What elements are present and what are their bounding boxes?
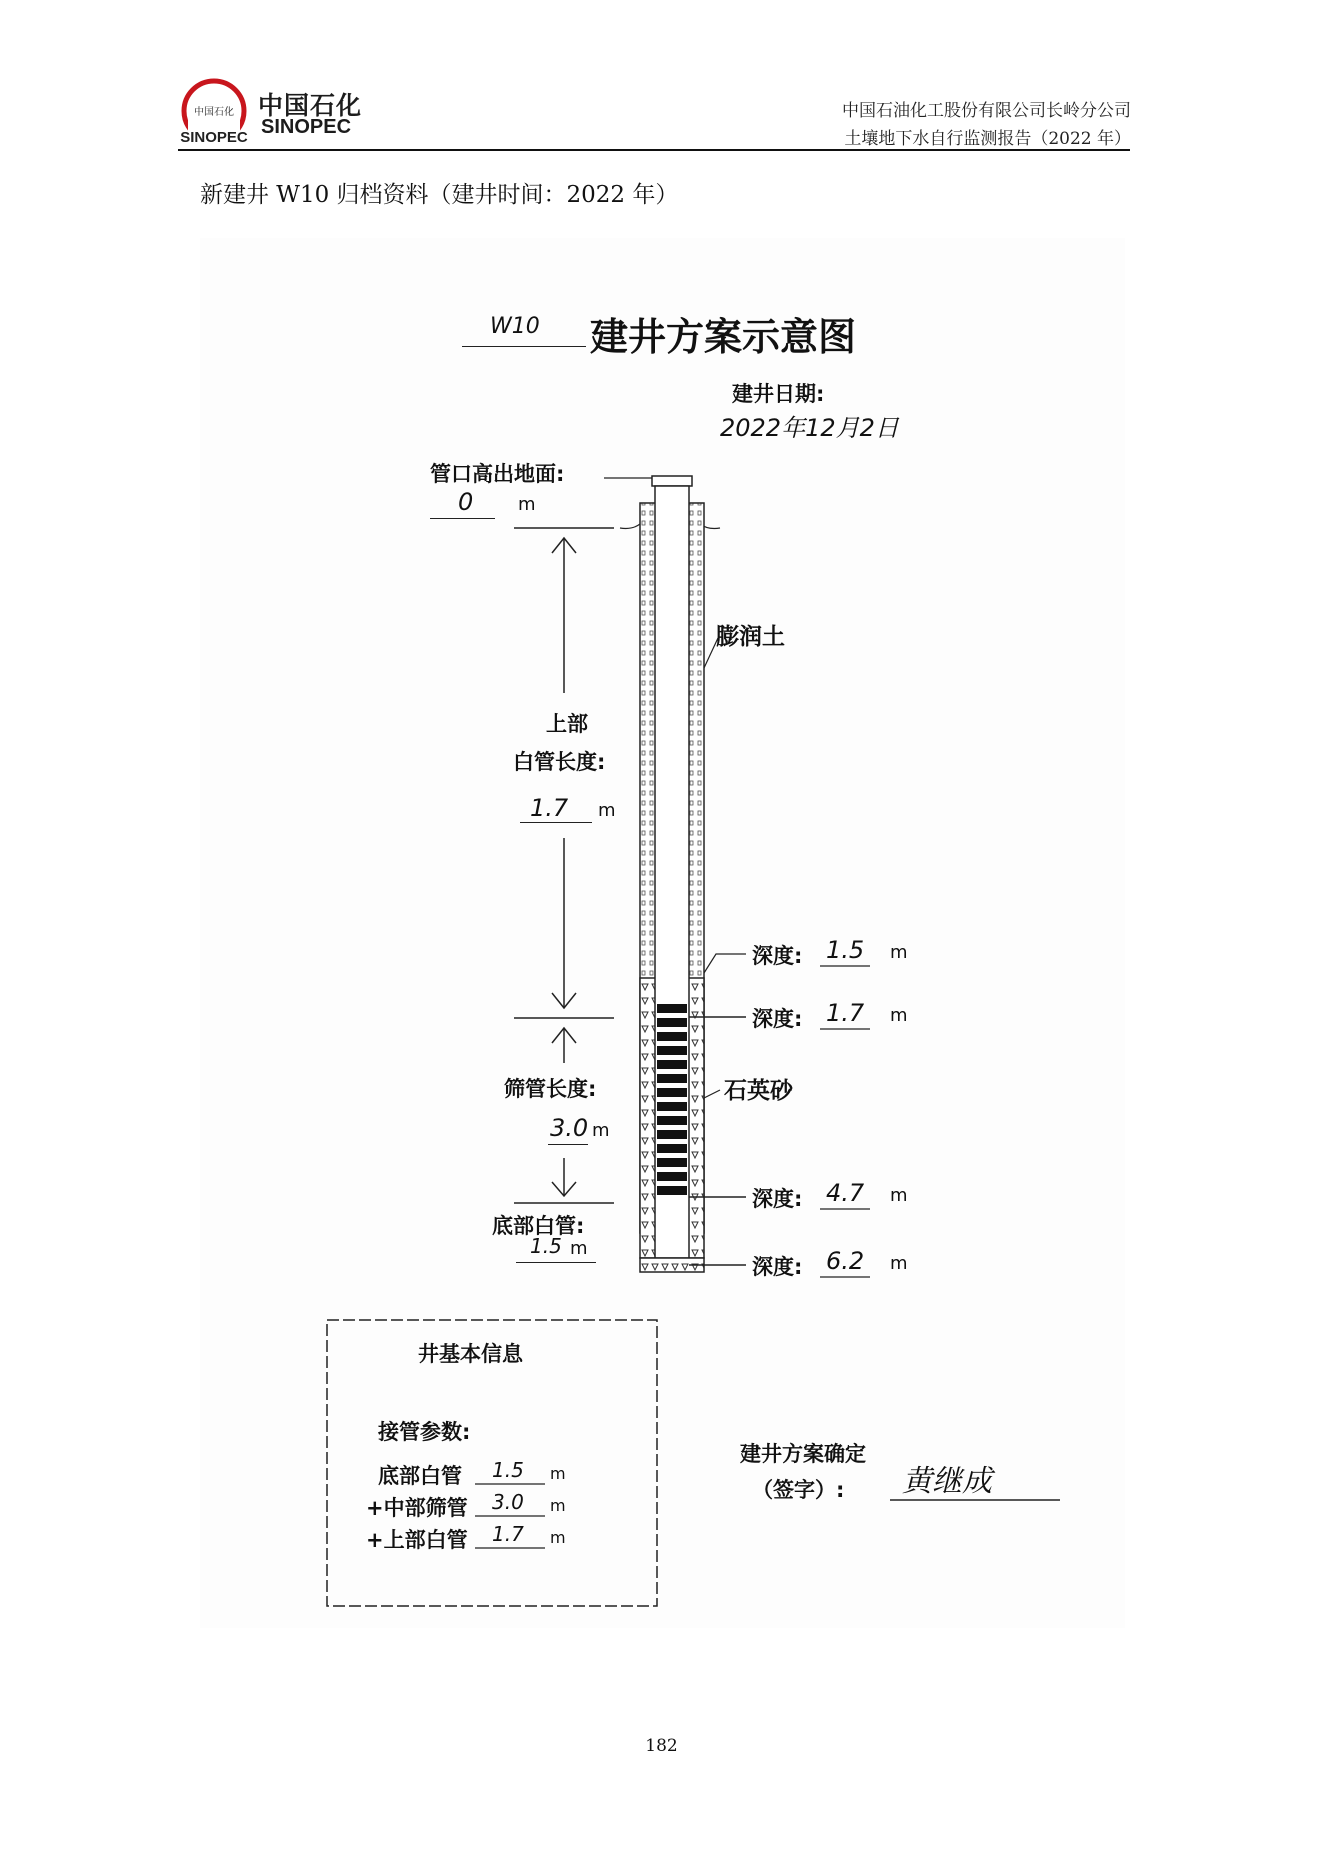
info-box-title: 井基本信息 (418, 1342, 523, 1366)
well-diagram (200, 238, 1125, 1628)
bentonite-label: 膨润土 (716, 624, 785, 650)
upper-pipe-label-1: 上部 (546, 712, 588, 736)
header-rule (178, 149, 1130, 151)
casing-height-value: 0 (458, 488, 474, 516)
quartz-sand-label: 石英砂 (724, 1078, 793, 1104)
svg-text:SINOPEC: SINOPEC (180, 129, 248, 146)
depth-2-unit: m (890, 1005, 908, 1026)
bottom-unit: m (570, 1238, 588, 1259)
upper-unit: m (598, 800, 616, 821)
info-row-2-unit: m (550, 1496, 566, 1515)
info-row-3-label: +上部白管 (366, 1528, 468, 1552)
upper-pipe-label-2: 白管长度: (513, 750, 606, 774)
info-row-1-value: 1.5 (492, 1458, 524, 1482)
screen-length-label: 筛管长度: (504, 1077, 597, 1101)
depth-1-unit: m (890, 942, 908, 963)
depth-2-value: 1.7 (826, 999, 865, 1027)
well-pipe (655, 486, 689, 1258)
depth-1-label: 深度: (752, 944, 803, 968)
screen-length-value: 3.0 (550, 1114, 589, 1142)
screen-unit: m (592, 1120, 610, 1141)
bottom-pipe-label: 底部白管: (492, 1214, 585, 1238)
info-row-1-label: 底部白管 (378, 1464, 462, 1488)
depth-4-unit: m (890, 1253, 908, 1274)
logo-english-text: SINOPEC (261, 116, 352, 138)
quartz-leader (704, 1090, 720, 1098)
company-name: 中国石油化工股份有限公司长岭分公司 (842, 101, 1131, 121)
depth-4-label: 深度: (752, 1255, 803, 1279)
date-label: 建井日期: (732, 382, 825, 406)
depth-3-unit: m (890, 1185, 908, 1206)
ground-tick-left (620, 524, 640, 529)
scanned-sheet (200, 238, 1125, 1628)
diagram-title: 建井方案示意图 (590, 315, 857, 359)
signature-name: 黄继成 (902, 1464, 992, 1499)
depth-3-label: 深度: (752, 1187, 803, 1211)
depth-2-label: 深度: (752, 1007, 803, 1031)
well-id-value: W10 (490, 314, 540, 339)
info-row-3-value: 1.7 (492, 1522, 524, 1546)
page-number: 182 (645, 1736, 678, 1756)
casing-unit: m (518, 494, 536, 515)
depth-1-value: 1.5 (826, 936, 865, 964)
sinopec-logo (178, 78, 250, 146)
casing-height-label: 管口高出地面: (430, 462, 565, 486)
info-row-3-unit: m (550, 1528, 566, 1547)
info-params-label: 接管参数: (378, 1420, 471, 1444)
date-value: 2022年12月2日 (720, 414, 899, 442)
info-row-2-label: +中部筛管 (366, 1496, 468, 1520)
signature-label-2: （签字）: (752, 1478, 845, 1502)
report-title: 土壤地下水自行监测报告（2022 年） (844, 129, 1131, 149)
info-row-2-value: 3.0 (492, 1490, 524, 1514)
depth-3-value: 4.7 (826, 1179, 865, 1207)
section-title: 新建井 W10 归档资料（建井时间：2022 年） (200, 182, 679, 208)
svg-text:中国石化: 中国石化 (194, 107, 234, 118)
upper-pipe-value: 1.7 (530, 794, 569, 822)
logo-chinese-text: 中国石化 (258, 91, 363, 120)
info-row-1-unit: m (550, 1464, 566, 1483)
depth-1-leader (704, 954, 746, 973)
bottom-pipe-value: 1.5 (530, 1234, 562, 1258)
depth-4-value: 6.2 (826, 1247, 865, 1275)
casing-cap (652, 476, 692, 486)
signature-label-1: 建井方案确定 (740, 1442, 866, 1466)
